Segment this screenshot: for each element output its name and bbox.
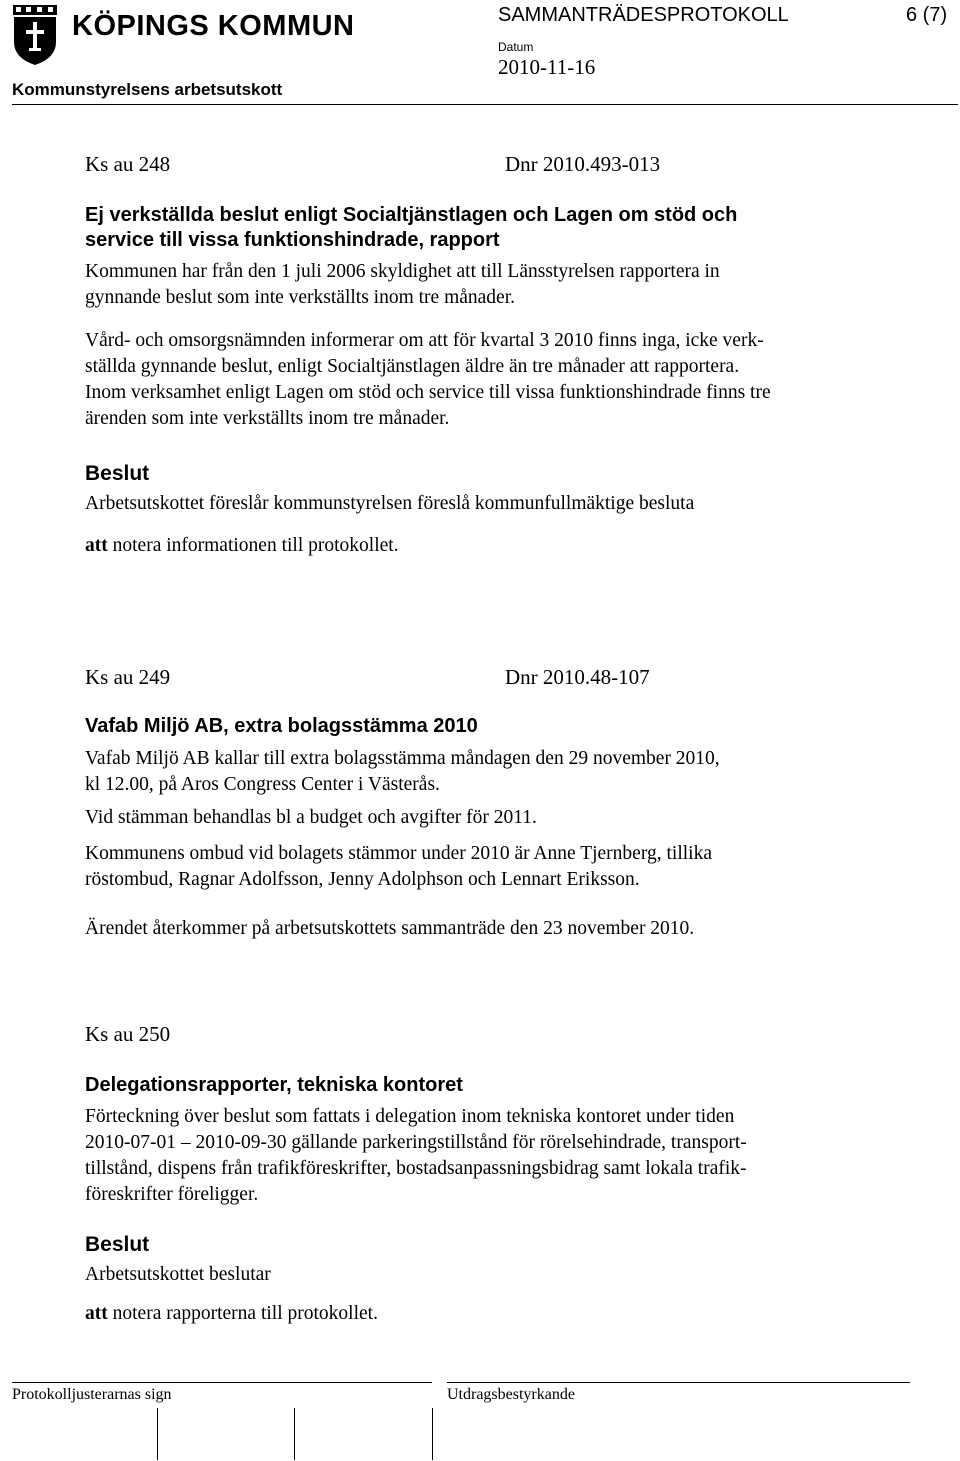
date-value: 2010-11-16 — [498, 55, 596, 79]
paragraph — [85, 259, 885, 311]
decision-att-line — [85, 535, 399, 557]
paragraph-line: föreskrifter föreligger. — [85, 1184, 259, 1205]
att-text: notera informationen till protokollet. — [107, 535, 399, 556]
protocol-title: SAMMANTRÄDESPROTOKOLL — [498, 4, 789, 26]
case-heading-line: Ej verkställda beslut enligt Socialtjänstlagen och Lagen om stöd och — [85, 204, 738, 226]
paragraph-line: Kommunen har från den 1 juli 2006 skyldighet att till Länsstyrelsen rapportera in — [85, 261, 720, 282]
signature-box-divider — [157, 1408, 158, 1460]
paragraph-line: gynnande beslut som inte verkställts inom tre månader. — [85, 287, 515, 308]
paragraph-line: Förteckning över beslut som fattats i delegation inom tekniska kontoret under tiden — [85, 1106, 735, 1127]
att-word: att — [85, 1303, 108, 1324]
municipal-coat-of-arms-logo — [12, 4, 58, 66]
footer-divider-right — [447, 1382, 910, 1383]
signature-box-divider — [294, 1408, 295, 1460]
paragraph-line: röstombud, Ragnar Adolfsson, Jenny Adolphson och Lennart Eriksson. — [85, 869, 640, 890]
case-dnr: Dnr 2010.48-107 — [505, 665, 650, 689]
adjusters-signature-label: Protokolljusterarnas sign — [12, 1386, 172, 1403]
paragraph-line: 2010-07-01 – 2010-09-30 gällande parkeringstillstånd för rörelsehindrade, transport- — [85, 1132, 747, 1153]
footer-divider-left — [12, 1382, 432, 1383]
case-heading-line: service till vissa funktionshindrade, rapport — [85, 229, 500, 251]
paragraph-line: Vård- och omsorgsnämnden informerar om att för kvartal 3 2010 finns inga, icke verk- — [85, 330, 764, 351]
header-divider — [12, 104, 958, 105]
paragraph-line: Vafab Miljö AB kallar till extra bolagsstämma måndagen den 29 november 2010, — [85, 748, 720, 769]
paragraph-line: ärenden som inte verkställts inom tre månader. — [85, 408, 450, 429]
att-text: notera rapporterna till protokollet. — [107, 1303, 378, 1324]
case-reference: Ks au 248 — [85, 152, 171, 176]
case-heading: Delegationsrapporter, tekniska kontoret — [85, 1074, 463, 1096]
municipality-name: KÖPINGS KOMMUN — [72, 10, 355, 42]
paragraph-line: tillstånd, dispens från trafikföreskrifter, bostadsanpassningsbidrag samt lokala trafik- — [85, 1158, 747, 1179]
paragraph — [85, 841, 885, 893]
page-number: 6 (7) — [906, 4, 948, 26]
case-heading: Vafab Miljö AB, extra bolagsstämma 2010 — [85, 715, 478, 737]
paragraph: Vid stämman behandlas bl a budget och avgifter för 2011. — [85, 807, 537, 828]
case-reference: Ks au 250 — [85, 1022, 171, 1046]
decision-label: Beslut — [85, 462, 150, 485]
decision-att-line — [85, 1303, 378, 1325]
paragraph-line: Inom verksamhet enligt Lagen om stöd och service till vissa funktionshindrade finns tre — [85, 382, 771, 403]
paragraph — [85, 328, 885, 432]
committee-name: Kommunstyrelsens arbetsutskott — [12, 80, 283, 99]
case-reference: Ks au 249 — [85, 665, 171, 689]
signature-box-divider — [432, 1408, 433, 1460]
paragraph-line: Kommunens ombud vid bolagets stämmor under 2010 är Anne Tjernberg, tillika — [85, 843, 712, 864]
paragraph — [85, 1104, 885, 1208]
paragraph: Ärendet återkommer på arbetsutskottets sammanträde den 23 november 2010. — [85, 918, 695, 939]
date-label: Datum — [498, 40, 534, 54]
case-dnr: Dnr 2010.493-013 — [505, 152, 661, 176]
decision-text: Arbetsutskottet föreslår kommunstyrelsen föreslå kommunfullmäktige besluta — [85, 493, 695, 514]
paragraph — [85, 746, 885, 798]
paragraph-line: ställda gynnande beslut, enligt Socialtjänstlagen äldre än tre månader att rapportera. — [85, 356, 740, 377]
att-word: att — [85, 535, 108, 556]
decision-label: Beslut — [85, 1233, 150, 1256]
paragraph-line: kl 12.00, på Aros Congress Center i Västerås. — [85, 774, 440, 795]
decision-text: Arbetsutskottet beslutar — [85, 1264, 271, 1285]
extract-certification-label: Utdragsbestyrkande — [447, 1386, 575, 1403]
